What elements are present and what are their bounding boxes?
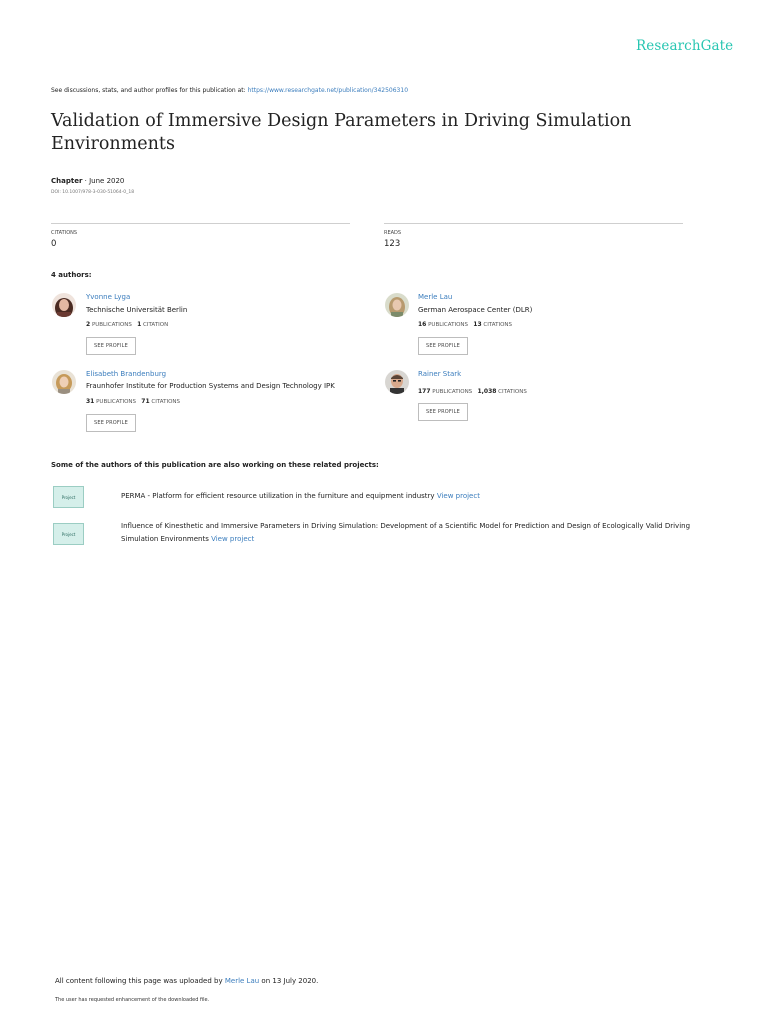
author-affiliation: Technische Universität Berlin: [86, 306, 188, 314]
author-affiliation: German Aerospace Center (DLR): [418, 306, 533, 314]
reads-divider: [384, 223, 683, 224]
publications-count: 177: [418, 388, 431, 395]
citations-count: 1: [137, 321, 142, 328]
avatar[interactable]: [385, 370, 409, 394]
upload-note-suffix: on 13 July 2020.: [261, 977, 319, 985]
publications-label: PUBLICATIONS: [428, 322, 469, 328]
citations-label: CITATIONS: [51, 230, 78, 236]
citations-value: 0: [51, 239, 57, 249]
citations-count: 71: [141, 398, 150, 405]
researchgate-logo[interactable]: ResearchGate: [636, 38, 734, 54]
project-icon-label: Project: [61, 532, 76, 537]
author-photo-elisabeth-brandenburg: [52, 370, 76, 394]
project-item: [121, 490, 711, 503]
author-stats: [86, 398, 180, 405]
upload-note: [55, 977, 318, 985]
avatar[interactable]: [385, 293, 409, 317]
publications-label: PUBLICATIONS: [91, 322, 132, 328]
author-name-merle-lau[interactable]: Merle Lau: [418, 293, 453, 301]
publication-type: Chapter: [51, 177, 83, 185]
publications-label: PUBLICATIONS: [96, 399, 137, 405]
avatar[interactable]: [52, 370, 76, 394]
publications-count: 2: [86, 321, 91, 328]
reads-label: READS: [384, 230, 402, 236]
see-profile-button[interactable]: SEE PROFILE: [418, 337, 468, 355]
publication-url-link[interactable]: https://www.researchgate.net/publication/342506310: [247, 87, 409, 94]
publication-meta: Chapter · June 2020: [51, 177, 125, 185]
citations-label: CITATIONS: [483, 322, 513, 328]
author-stats: [418, 321, 512, 328]
project-title: Influence of Kinesthetic and Immersive Parameters in Driving Simulation: Development of a Scientific Model for Prediction and Design of Ecologically Valid Driving Simulation Environments: [121, 522, 691, 543]
publication-doi: DOI: 10.1007/978-3-030-51064-0_18: [51, 190, 135, 195]
see-profile-button[interactable]: SEE PROFILE: [418, 403, 468, 421]
author-photo-yvonne-lyga: [52, 293, 76, 317]
citations-label: CITATIONS: [498, 389, 527, 395]
project-icon-label: Project: [61, 495, 76, 500]
author-photo-merle-lau: [385, 293, 409, 317]
author-name-elisabeth-brandenburg[interactable]: Elisabeth Brandenburg: [86, 370, 167, 378]
publications-label: PUBLICATIONS: [432, 389, 473, 395]
citations-label: CITATION: [143, 322, 169, 328]
publication-date: June 2020: [89, 177, 125, 185]
discussion-note-text: See discussions, stats, and author profiles for this publication at:: [51, 87, 246, 94]
citations-count: 1,038: [477, 388, 497, 395]
project-item: [121, 520, 711, 545]
see-profile-button[interactable]: SEE PROFILE: [86, 414, 136, 432]
related-projects-heading: Some of the authors of this publication are also working on these related projects:: [51, 461, 379, 469]
avatar[interactable]: [52, 293, 76, 317]
project-title: PERMA - Platform for efficient resource utilization in the furniture and equipment industry: [121, 492, 435, 500]
author-stats: [418, 388, 527, 395]
publications-count: 31: [86, 398, 95, 405]
reads-value: 123: [384, 239, 401, 249]
upload-note-prefix: All content following this page was uploaded by: [55, 977, 223, 985]
project-icon: [53, 523, 84, 545]
author-affiliation: Fraunhofer Institute for Production Systems and Design Technology IPK: [86, 382, 335, 390]
view-project-link[interactable]: View project: [436, 492, 480, 500]
publication-title: Validation of Immersive Design Parameters in Driving Simulation Environments: [51, 111, 632, 154]
publications-count: 16: [418, 321, 427, 328]
uploader-link[interactable]: Merle Lau: [224, 977, 260, 985]
citations-label: CITATIONS: [151, 399, 181, 405]
view-project-link[interactable]: View project: [211, 534, 255, 543]
author-stats: [86, 321, 168, 328]
citations-count: 13: [473, 321, 482, 328]
citations-divider: [51, 223, 350, 224]
author-photo-rainer-stark: [385, 370, 409, 394]
author-name-rainer-stark[interactable]: Rainer Stark: [418, 370, 462, 378]
project-icon: [53, 486, 84, 508]
enhancement-note: The user has requested enhancement of the downloaded file.: [55, 997, 210, 1003]
discussion-note: [51, 87, 408, 94]
author-name-yvonne-lyga[interactable]: Yvonne Lyga: [86, 293, 131, 301]
authors-heading: 4 authors:: [51, 271, 92, 279]
see-profile-button[interactable]: SEE PROFILE: [86, 337, 136, 355]
